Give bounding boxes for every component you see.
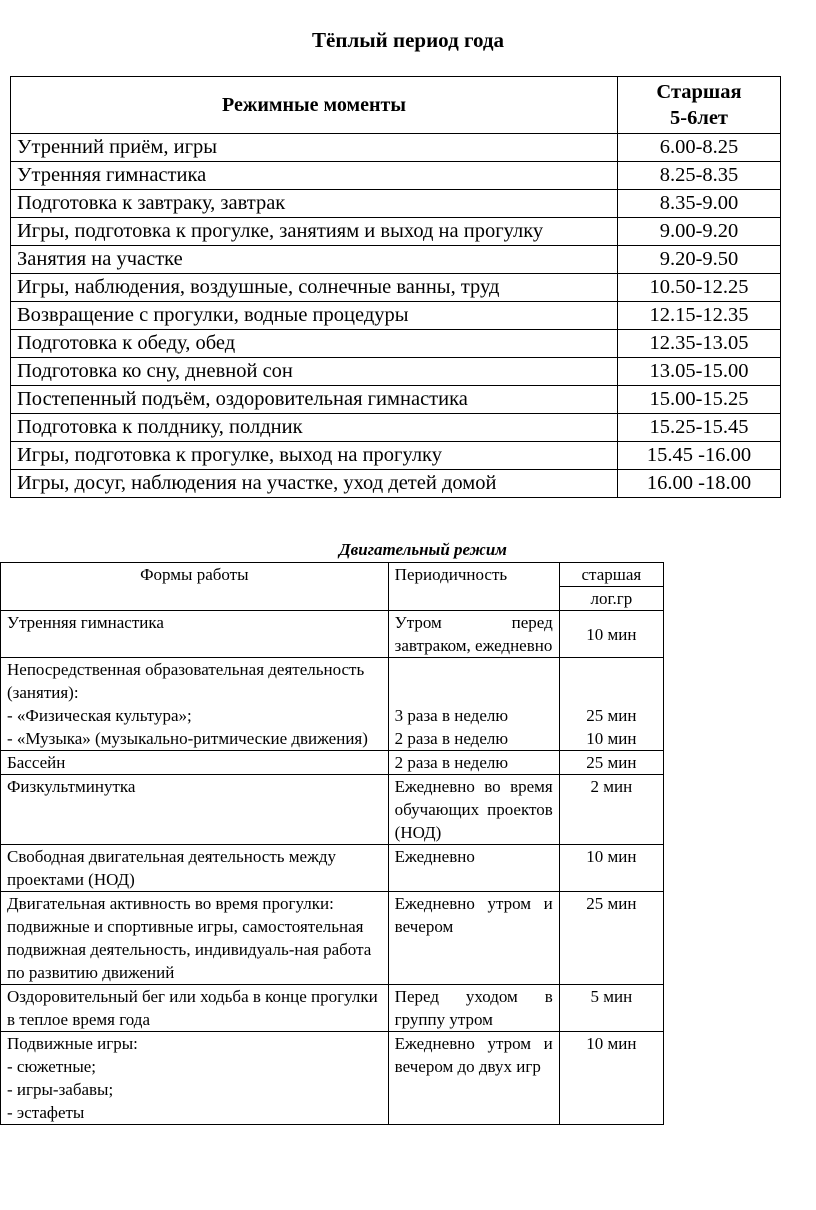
motor-row	[1, 751, 664, 775]
regime-time: 9.20-9.50	[618, 246, 781, 274]
motor-period: Перед уходом в группу утром	[388, 985, 559, 1032]
regime-moment: Утренний приём, игры	[11, 134, 618, 162]
regime-title: Тёплый период года	[312, 28, 504, 52]
motor-header-period: Периодичность	[388, 563, 559, 611]
regime-moment: Утренняя гимнастика	[11, 162, 618, 190]
regime-header-row	[11, 77, 781, 134]
motor-period: Ежедневно	[388, 845, 559, 892]
regime-moment: Игры, наблюдения, воздушные, солнечные ванны, труд	[11, 274, 618, 302]
regime-time: 9.00-9.20	[618, 218, 781, 246]
motor-form: Двигательная активность во время прогулки: подвижные и спортивные игры, самостоятельная подвижная деятельность, индивидуаль-ная работа по развитию движений	[1, 892, 389, 985]
motor-title: Двигательный режим	[339, 540, 507, 559]
regime-row	[11, 386, 781, 414]
motor-duration: 25 мин 10 мин	[559, 658, 663, 751]
regime-time: 8.25-8.35	[618, 162, 781, 190]
motor-duration: 10 мин	[559, 1032, 663, 1125]
motor-form: Подвижные игры: - сюжетные; - игры-забавы; - эстафеты	[1, 1032, 389, 1125]
regime-row	[11, 218, 781, 246]
regime-header-moments: Режимные моменты	[11, 77, 618, 134]
regime-moment: Постепенный подъём, оздоровительная гимнастика	[11, 386, 618, 414]
regime-time: 12.15-12.35	[618, 302, 781, 330]
regime-header-group-name: Старшая	[656, 81, 742, 103]
motor-row	[1, 658, 664, 751]
motor-row	[1, 892, 664, 985]
motor-period: Утром перед завтраком, ежедневно	[388, 611, 559, 658]
motor-row	[1, 775, 664, 845]
regime-time: 10.50-12.25	[618, 274, 781, 302]
regime-moment: Подготовка к завтраку, завтрак	[11, 190, 618, 218]
motor-duration: 25 мин	[559, 892, 663, 985]
regime-time: 16.00 -18.00	[618, 470, 781, 498]
motor-body	[1, 611, 664, 1125]
motor-form: Физкультминутка	[1, 775, 389, 845]
regime-time: 6.00-8.25	[618, 134, 781, 162]
motor-duration: 10 мин	[559, 845, 663, 892]
motor-period: 2 раза в неделю	[388, 751, 559, 775]
motor-header-row	[1, 563, 664, 587]
motor-row	[1, 611, 664, 658]
motor-period: Ежедневно утром и вечером до двух игр	[388, 1032, 559, 1125]
motor-header-group-2: лог.гр	[559, 587, 663, 611]
motor-period: Ежедневно во время обучающих проектов (НОД)	[388, 775, 559, 845]
motor-form: Оздоровительный бег или ходьба в конце прогулки в теплое время года	[1, 985, 389, 1032]
motor-duration: 10 мин	[559, 611, 663, 658]
regime-row	[11, 274, 781, 302]
motor-row	[1, 1032, 664, 1125]
regime-time: 15.25-15.45	[618, 414, 781, 442]
motor-period: Ежедневно утром и вечером	[388, 892, 559, 985]
regime-moment: Подготовка к обеду, обед	[11, 330, 618, 358]
motor-header-group-1: старшая	[559, 563, 663, 587]
motor-form: Непосредственная образовательная деятельность (занятия): - «Физическая культура»; - «Музыка» (музыкально-ритмические движения)	[1, 658, 389, 751]
regime-row	[11, 414, 781, 442]
regime-moment: Занятия на участке	[11, 246, 618, 274]
regime-row	[11, 302, 781, 330]
regime-moment: Подготовка ко сну, дневной сон	[11, 358, 618, 386]
regime-row	[11, 358, 781, 386]
regime-row	[11, 470, 781, 498]
regime-row	[11, 442, 781, 470]
regime-moment: Подготовка к полднику, полдник	[11, 414, 618, 442]
motor-form: Утренняя гимнастика	[1, 611, 389, 658]
motor-table	[0, 562, 664, 1125]
motor-row	[1, 845, 664, 892]
motor-duration: 2 мин	[559, 775, 663, 845]
regime-moment: Возвращение с прогулки, водные процедуры	[11, 302, 618, 330]
motor-duration: 25 мин	[559, 751, 663, 775]
motor-period: 3 раза в неделю 2 раза в неделю	[388, 658, 559, 751]
regime-time: 15.00-15.25	[618, 386, 781, 414]
regime-moment: Игры, подготовка к прогулке, занятиям и выход на прогулку	[11, 218, 618, 246]
regime-time: 13.05-15.00	[618, 358, 781, 386]
regime-body	[11, 134, 781, 498]
motor-duration: 5 мин	[559, 985, 663, 1032]
regime-moment: Игры, подготовка к прогулке, выход на прогулку	[11, 442, 618, 470]
regime-row	[11, 162, 781, 190]
regime-row	[11, 190, 781, 218]
regime-time: 12.35-13.05	[618, 330, 781, 358]
regime-table	[10, 76, 781, 498]
regime-time: 15.45 -16.00	[618, 442, 781, 470]
motor-header-forms: Формы работы	[1, 563, 389, 611]
regime-header-group-age: 5-6лет	[670, 107, 728, 129]
motor-form: Свободная двигательная деятельность между проектами (НОД)	[1, 845, 389, 892]
regime-time: 8.35-9.00	[618, 190, 781, 218]
regime-row	[11, 246, 781, 274]
motor-form: Бассейн	[1, 751, 389, 775]
regime-header-group	[618, 77, 781, 134]
regime-moment: Игры, досуг, наблюдения на участке, уход детей домой	[11, 470, 618, 498]
motor-row	[1, 985, 664, 1032]
regime-row	[11, 134, 781, 162]
regime-row	[11, 330, 781, 358]
